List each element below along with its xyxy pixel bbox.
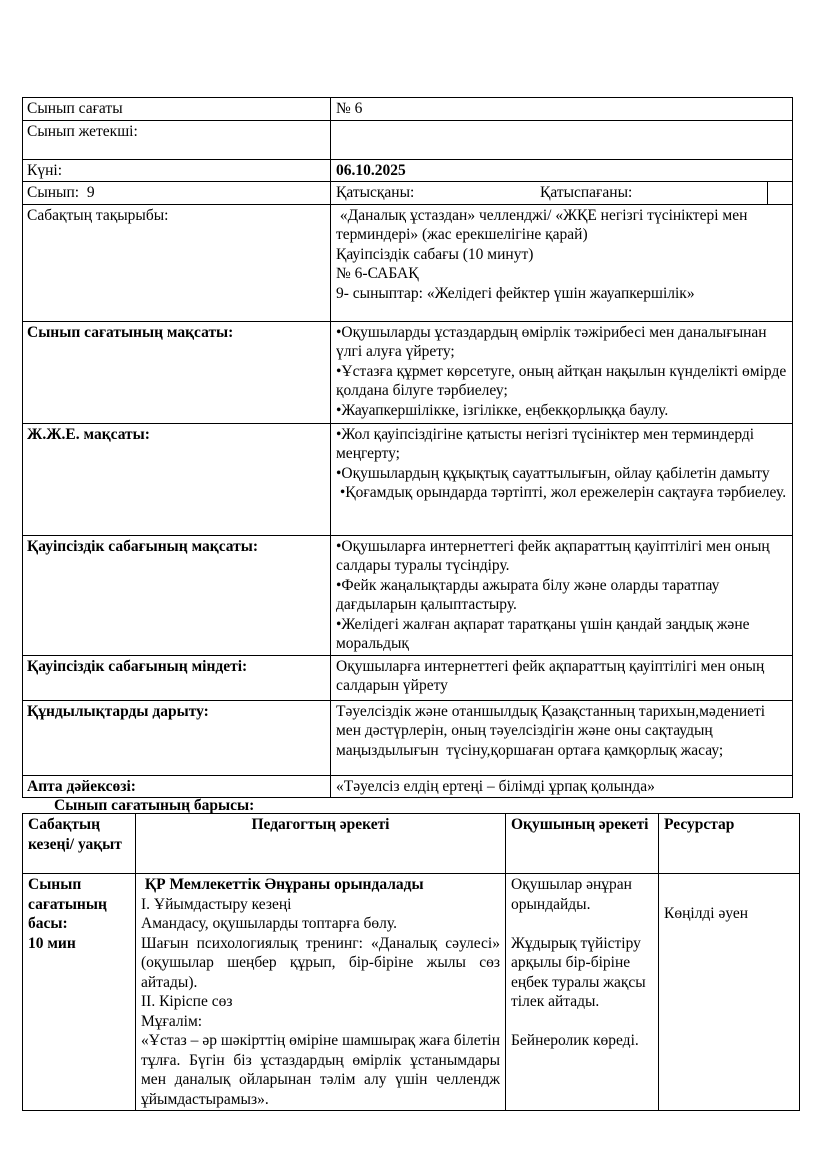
resources-text: Көңілді әуен: [664, 905, 749, 922]
class-teacher-label: Сынып жетекші:: [23, 120, 331, 159]
resources-cell: [659, 874, 800, 1111]
class-hour-value: № 6: [331, 98, 793, 121]
class-label: Сынып: 9: [23, 182, 331, 205]
class-hour-goal-label: Сынып сағатының мақсаты:: [23, 321, 331, 423]
row-safety-lesson-task: [23, 655, 793, 700]
topic-line: 9- сыныптар: «Желідегі фейктер үшін жауапкершілік»: [336, 284, 695, 302]
absent-label: Қатыспағаны:: [540, 184, 633, 201]
row-date: [23, 159, 793, 182]
flow-header-row: [23, 814, 800, 874]
teacher-line: Шағын психологиялық тренинг: «Даналық сәулесі» (оқушылар шеңбер құрып, бір-біріне жылы сөз айтады).: [141, 934, 500, 991]
row-traffic-rules-goal: [23, 423, 793, 535]
teacher-action-cell: [136, 874, 506, 1111]
goal-bullet: •Ұстазға құрмет көрсетуге, оның айтқан нақылын күнделікті өмірде қолдана білуге тәрбиелеу;: [336, 362, 791, 399]
class-hour-label: Сынып сағаты: [23, 98, 331, 121]
attendance-cell: [331, 182, 768, 205]
goal-bullet: •Оқушыларды ұстаздардың өмірлік тәжірибесі мен даналығынан үлгі алуға үйрету;: [336, 323, 771, 360]
stage-line: 10 мин: [28, 934, 76, 952]
lesson-info-table: [22, 97, 793, 798]
row-safety-lesson-goal: [23, 535, 793, 655]
safety-lesson-goal-label: Қауіпсіздік сабағының мақсаты:: [23, 535, 331, 655]
attended-label: Қатысқаны:: [336, 184, 415, 201]
attendance-extra-cell: [768, 182, 793, 205]
week-quote-label: Апта дәйексөзі:: [23, 775, 331, 798]
row-week-quote: [23, 775, 793, 798]
topic-value: [331, 204, 793, 321]
goal-bullet: •Қоғамдық орындарда тәртіпті, жол ережелерін сақтауға тәрбиелеу.: [336, 484, 787, 501]
topic-label: Сабақтың тақырыбы:: [23, 204, 331, 321]
document-page: [22, 97, 802, 1111]
header-stage: Сабақтың кезеңі/ уақыт: [23, 814, 136, 874]
student-line: Бейнеролик көреді.: [511, 1032, 639, 1049]
topic-line: Қауіпсіздік сабағы (10 минут): [336, 245, 534, 263]
flow-body-row: [23, 874, 800, 1111]
class-hour-goal-value: [331, 321, 793, 423]
traffic-rules-goal-value: [331, 423, 793, 535]
values-development-label: Құндылықтарды дарыту:: [23, 700, 331, 775]
row-values-development: [23, 700, 793, 775]
teacher-line: І. Ұйымдастыру кезеңі: [141, 895, 292, 913]
stage-cell: [23, 874, 136, 1111]
student-line: Жұдырық түйістіру арқылы бір-біріне еңбек туралы жақсы тілек айтады.: [511, 934, 646, 1010]
header-student-action: Оқушының әрекеті: [506, 814, 659, 874]
safety-lesson-task-label: Қауіпсіздік сабағының міндеті:: [23, 655, 331, 700]
week-quote-value: «Тәуелсіз елдің ертеңі – білімді ұрпақ қолында»: [331, 775, 793, 798]
teacher-line: Амандасу, оқушыларды топтарға бөлу.: [141, 915, 397, 932]
task-line: Оқушыларға интернеттегі фейк ақпараттың қауіптілігі мен оның салдарын үйрету: [336, 657, 769, 694]
student-action-cell: [506, 874, 659, 1111]
row-topic: [23, 204, 793, 321]
goal-bullet: •Оқушылардың құқықтық сауаттылығын, ойлау қабілетін дамыту: [336, 464, 770, 482]
row-class: [23, 182, 793, 205]
header-resources: Ресурстар: [659, 814, 800, 874]
row-class-hour: [23, 98, 793, 121]
stage-line: Сынып сағатының басы:: [28, 876, 107, 932]
date-label: Күні:: [23, 159, 331, 182]
goal-bullet: •Желідегі жалған ақпарат таратқаны үшін қандай заңдық және моральдық: [336, 615, 754, 652]
topic-line: «Даналық ұстаздан» челленджі/ «ЖҚЕ негізгі түсініктері мен терминдері» (жас ерекшелігіне қарай): [336, 206, 752, 243]
goal-bullet: •Жауапкершілікке, ізгілікке, еңбекқорлыққа баулу.: [336, 401, 669, 419]
safety-lesson-task-value: [331, 655, 793, 700]
class-teacher-value: [331, 120, 793, 159]
goal-bullet: •Оқушыларға интернеттегі фейк ақпараттың қауіптілігі мен оның салдары туралы түсіндіру.: [336, 537, 774, 574]
header-teacher-action: Педагогтың әрекеті: [136, 814, 506, 874]
goal-bullet: •Фейк жаңалықтарды ажырата білу және оларды таратпау дағдыларын қалыптастыру.: [336, 576, 724, 613]
teacher-line: «Ұстаз – әр шәкірттің өміріне шамшырақ жаға білетін тұлға. Бүгін біз ұстаздардың өмірлік ұстанымдары мен даналық ойларынан тәлім алу үшін челлендж ұйымдастырамыз».: [141, 1032, 500, 1108]
topic-line: № 6-САБАҚ: [336, 265, 419, 282]
values-development-value: [331, 700, 793, 775]
lesson-flow-table: [22, 813, 800, 1111]
section-heading: Сынып сағатының барысы:: [54, 797, 255, 814]
traffic-rules-goal-label: Ж.Ж.Е. мақсаты:: [23, 423, 331, 535]
safety-lesson-goal-value: [331, 535, 793, 655]
values-line: Тәуелсіздік және отаншылдық Қазақстанның тарихын,мәдениеті мен дәстүрлерін, оның тәуелсіздігін және оны сақтаудың маңыздылығын түсіну,қоршаған ортаға қамқорлық жасау;: [336, 702, 769, 759]
student-line: Оқушылар әнұран орындайды.: [511, 876, 632, 913]
anthem-heading: ҚР Мемлекеттік Әнұраны орындалады: [141, 876, 424, 893]
goal-bullet: •Жол қауіпсіздігіне қатысты негізгі түсініктер мен терминдерді меңгерту;: [336, 425, 758, 462]
teacher-line: ІІ. Кіріспе сөз: [141, 993, 233, 1010]
date-value: 06.10.2025: [331, 159, 793, 182]
teacher-line: Мұғалім:: [141, 1012, 203, 1030]
row-class-teacher: [23, 120, 793, 159]
row-class-hour-goal: [23, 321, 793, 423]
